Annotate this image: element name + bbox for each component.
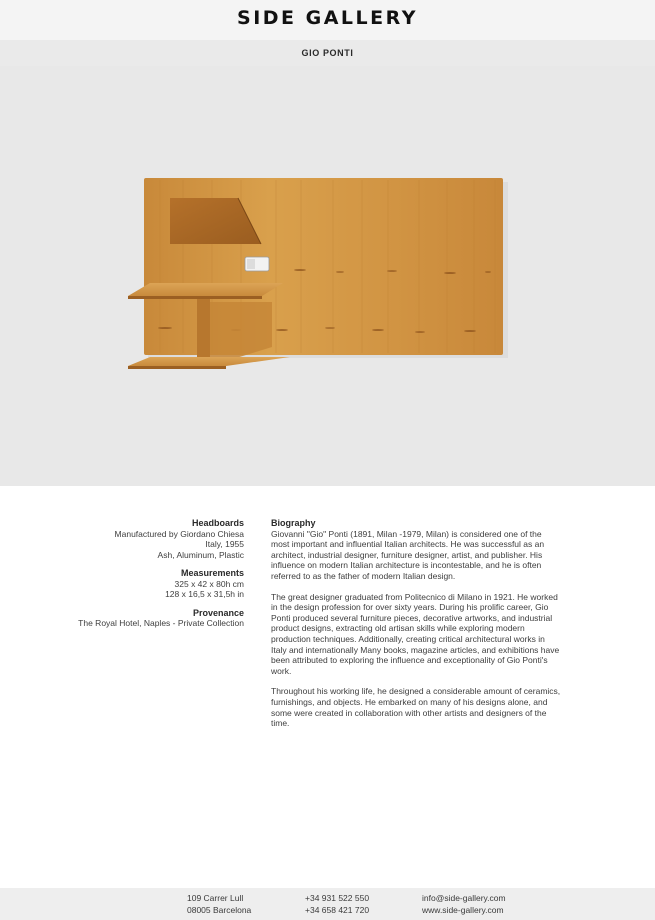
spec-line: Manufactured by Giordano Chiesa: [114, 528, 244, 539]
address-line: 08005 Barcelona: [187, 904, 252, 915]
footer-phones: [305, 893, 369, 916]
spec-line: 325 x 42 x 80h cm: [174, 578, 244, 589]
footer: [0, 888, 655, 920]
spec-title: Provenance: [192, 607, 244, 618]
spec-title: Headboards: [191, 518, 244, 528]
designer-name: GIO PONTI: [301, 48, 354, 58]
phone-number[interactable]: +34 658 421 720: [305, 904, 370, 915]
biography: [271, 518, 561, 739]
email-link[interactable]: info@side-gallery.com: [422, 893, 506, 903]
spec-line: 128 x 16,5 x 31,5h in: [165, 589, 244, 599]
upper-shelf: [128, 283, 283, 296]
biography-paragraph: The great designer graduated from Politecnico di Milano in 1921. He worked in the design profession for over sixty years. During his prolific career, Gio Ponti produced several furniture pieces, decorative artworks, and industrial product designs, extracting old artisan skills while exploring modern production techniques. Additionally, creating critical architectural works in Italy and internationally Many books, magazine articles, and exhibitions have been attributed to exploring the influence and exceptionality of Gio Ponti's work.: [271, 591, 560, 676]
headboard-illustration: [0, 66, 655, 486]
header: [0, 0, 655, 40]
website-link[interactable]: www.side-gallery.com: [422, 904, 504, 915]
footer-address: [187, 893, 251, 916]
biography-paragraph: Giovanni "Gio" Ponti (1891, Milan -1979, Milan) is considered one of the most important and influential Italian architects. He was successful as an architect, industrial designer, furniture designer, artist, and publisher. His influence on modern Italian architecture is incontestable, and he is often referred to as the father of modern Italian design.: [271, 528, 545, 581]
spec-measurements: [40, 568, 244, 600]
specifications: [40, 518, 244, 637]
spec-line: Italy, 1955: [205, 539, 244, 549]
biography-title: Biography: [271, 518, 316, 528]
product-photo: [0, 66, 655, 486]
address-line: 109 Carrer Lull: [187, 893, 244, 903]
spec-headboards: [40, 518, 244, 560]
designer-bar: [0, 40, 655, 66]
phone-number[interactable]: +34 931 522 550: [305, 893, 370, 903]
spec-provenance: [40, 608, 244, 629]
footer-web: [422, 893, 506, 916]
spec-line: Ash, Aluminum, Plastic: [157, 549, 244, 560]
biography-paragraph: Throughout his working life, he designed a considerable amount of ceramics, furnishings, and objects. He embarked on many of his designs alone, and some were created in collaboration with other artists and designers of the time.: [271, 686, 561, 729]
spec-title: Measurements: [180, 568, 244, 578]
lower-shelf: [128, 357, 290, 366]
gallery-logo[interactable]: SIDE GALLERY: [237, 7, 418, 29]
spec-line: The Royal Hotel, Naples - Private Collection: [78, 618, 244, 628]
